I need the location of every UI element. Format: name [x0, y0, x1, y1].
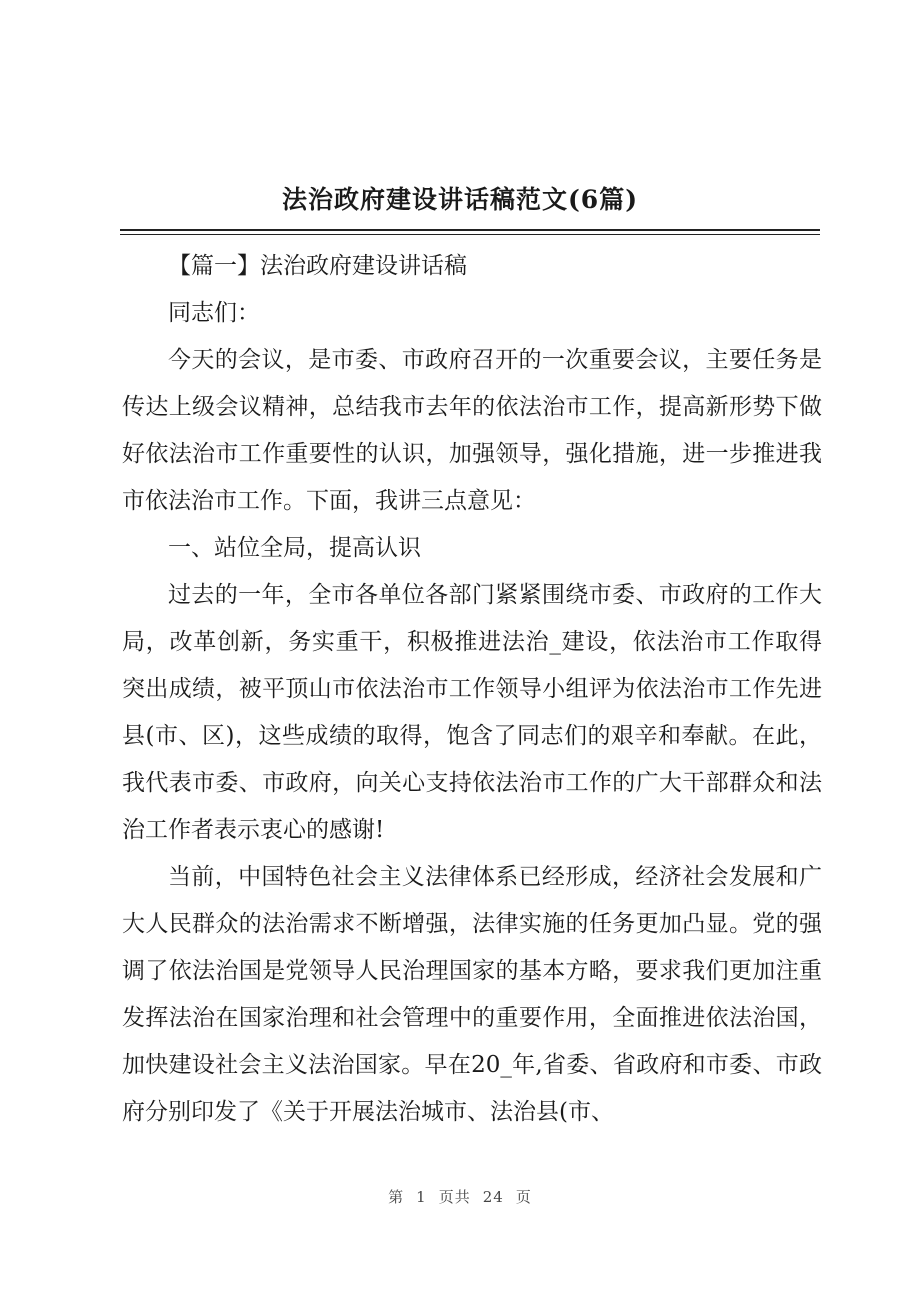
- paragraph: 今天的会议，是市委、市政府召开的一次重要会议，主要任务是传达上级会议精神，总结我市去年的依法治市工作，提高新形势下做好依法治市工作重要性的认识，加强领导，强化措施，进一步推进我市依法治市工作。下面，我讲三点意见：: [122, 347, 822, 514]
- salutation: 同志们：: [168, 300, 260, 326]
- title-divider-thick: [120, 229, 820, 231]
- footer-prefix: 第: [388, 1188, 405, 1206]
- footer-middle: 页共: [438, 1188, 471, 1206]
- footer-suffix: 页: [515, 1188, 532, 1206]
- paragraph: 当前，中国特色社会主义法律体系已经形成，经济社会发展和广大人民群众的法治需求不断增强，法律实施的任务更加凸显。党的强调了依法治国是党领导人民治理国家的基本方略，要求我们更加注重发挥法治在国家治理和社会管理中的重要作用，全面推进依法治国，加快建设社会主义法治国家。早在20_年,省委、省政府和市委、市政府分别印发了《关于开展法治城市、法治县(市、: [122, 864, 822, 1125]
- paragraph: 过去的一年，全市各单位各部门紧紧围绕市委、市政府的工作大局，改革创新，务实重干，积极推进法治_建设，依法治市工作取得突出成绩，被平顶山市依法治市工作领导小组评为依法治市工作先进县(市、区)，这些成绩的取得，饱含了同志们的艰辛和奉献。在此，我代表市委、市政府，向关心支持依法治市工作的广大干部群众和法治工作者表示衷心的感谢!: [122, 582, 822, 843]
- document-title: 法治政府建设讲话稿范文(6篇): [281, 185, 639, 214]
- section-heading: 【篇一】法治政府建设讲话稿: [168, 253, 467, 279]
- page-footer: [0, 1187, 920, 1207]
- footer-page-number: 1: [416, 1188, 427, 1206]
- document-body: [122, 243, 822, 1136]
- subheading: 一、站位全局，提高认识: [168, 535, 421, 561]
- title-divider-thin: [120, 234, 820, 235]
- footer-total-pages: 24: [482, 1188, 504, 1206]
